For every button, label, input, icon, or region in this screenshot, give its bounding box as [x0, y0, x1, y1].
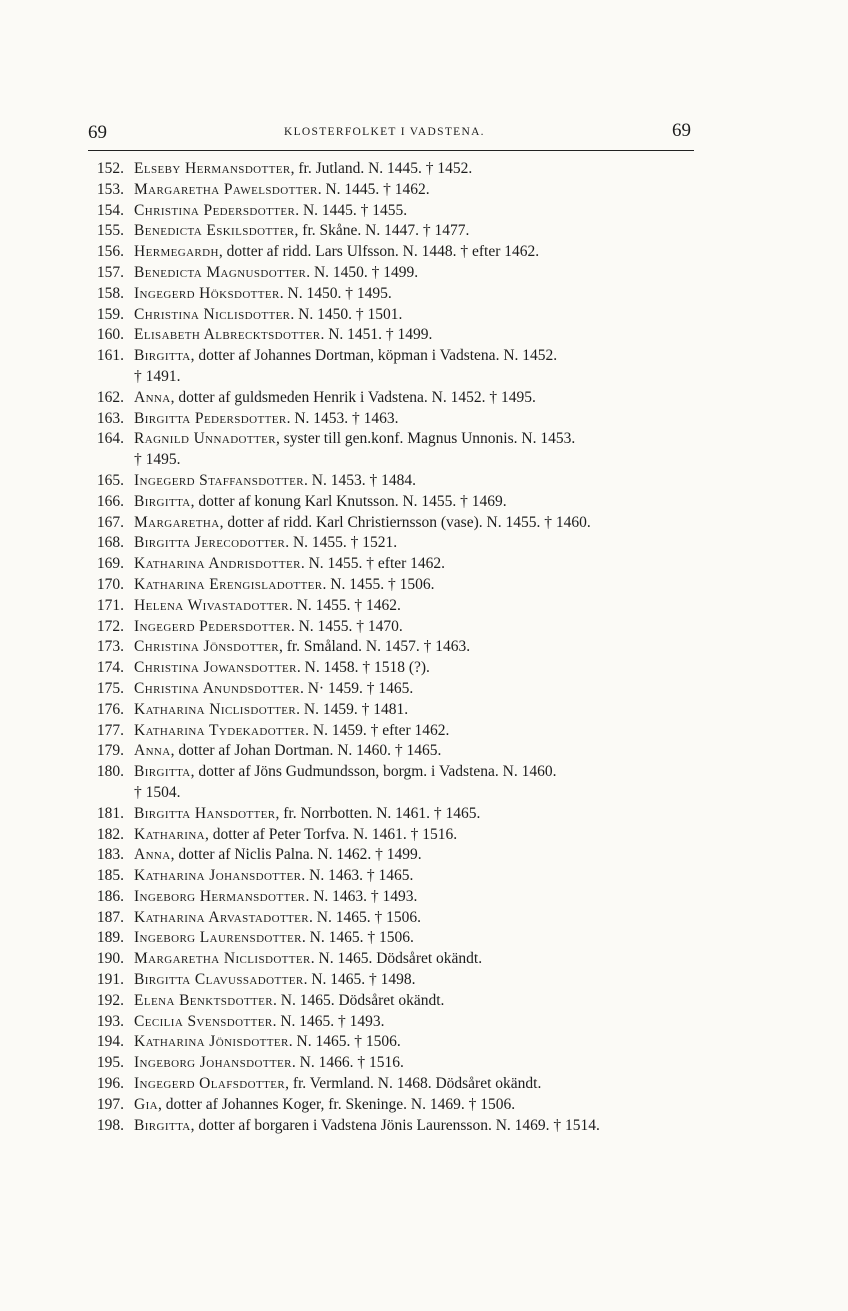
entry-text	[134, 658, 704, 679]
entry-number: 155.	[96, 222, 124, 240]
page-number-right: 69	[672, 120, 691, 141]
entry-name: Christina Niclisdotter	[134, 305, 291, 323]
entry-row	[84, 201, 704, 222]
entry-details: , dotter af Niclis Palna. N. 1462. † 1499.	[170, 846, 422, 864]
entry-name: Ingegerd Staffansdotter	[134, 471, 304, 489]
entry-number: 183.	[96, 846, 124, 864]
entry-name: Christina Jowansdotter	[134, 659, 297, 677]
entry-row	[84, 845, 704, 866]
entry-row	[84, 533, 704, 554]
entry-text	[134, 554, 704, 575]
entry-text	[134, 325, 704, 346]
entry-name: Katharina Arvastadotter	[134, 908, 310, 926]
entry-number: 154.	[96, 201, 124, 219]
entry-number: 190.	[96, 950, 124, 968]
entry-name: Birgitta Clavussadotter	[134, 971, 304, 989]
entry-details: , dotter af Johannes Dortman, köpman i Vadstena. N. 1452.	[190, 347, 558, 365]
entry-row	[84, 409, 704, 430]
entry-name: Christina Pedersdotter	[134, 201, 296, 219]
entry-number: 177.	[96, 721, 124, 739]
entry-details: . N. 1455. † efter 1462.	[300, 555, 446, 573]
entry-row	[84, 1095, 704, 1116]
entry-details: , syster till gen.konf. Magnus Unnonis. N. 1453.	[275, 430, 576, 448]
entry-text	[134, 263, 704, 284]
entry-row	[84, 180, 704, 201]
entry-number: 152.	[96, 160, 124, 177]
entry-name: Birgitta Hansdotter	[134, 804, 276, 822]
entry-number: 170.	[96, 575, 124, 593]
entry-name: Anna	[134, 742, 171, 760]
entry-text	[134, 762, 704, 783]
entry-details: . N. 1459. † 1481.	[296, 700, 409, 718]
entry-details: . N. 1465. Dödsåret okändt.	[273, 991, 445, 1009]
entry-number: 182.	[96, 825, 124, 843]
entry-text	[134, 741, 704, 762]
entry-row	[84, 596, 704, 617]
entry-name: Birgitta	[134, 347, 191, 365]
entry-name: Katharina Jönisdotter	[134, 1033, 289, 1051]
entry-name: Margaretha	[134, 513, 220, 531]
entry-name: Katharina Niclisdotter	[134, 700, 297, 718]
entry-text	[134, 533, 704, 554]
entry-details: , dotter af Peter Torfva. N. 1461. † 1516.	[205, 825, 458, 843]
entry-details: . N. 1450. † 1499.	[306, 263, 419, 281]
entry-row	[84, 1032, 704, 1053]
entry-name: Margaretha Niclisdotter	[134, 950, 311, 968]
entry-details: . N. 1455. † 1470.	[290, 617, 403, 635]
entry-number: 174.	[96, 659, 124, 677]
entry-row	[84, 325, 704, 346]
entry-text	[134, 429, 704, 450]
entry-number: 172.	[96, 617, 124, 635]
entry-name: Birgitta Jerecodotter	[134, 534, 286, 552]
entry-number: 180.	[96, 763, 124, 781]
entry-name: Ingeborg Laurensdotter	[134, 929, 302, 947]
entry-details: , fr. Vermland. N. 1468. Dödsåret okändt.	[285, 1075, 542, 1093]
entry-text	[134, 346, 704, 367]
entry-number: 159.	[96, 305, 124, 323]
page-number-left: 69	[88, 122, 107, 143]
entry-details: . N. 1455. † 1521.	[285, 534, 398, 552]
entry-name: Birgitta	[134, 492, 191, 510]
entry-row	[84, 658, 704, 679]
entry-details: , dotter af ridd. Lars Ulfsson. N. 1448. † efter 1462.	[218, 243, 540, 261]
entry-row	[84, 554, 704, 575]
entry-row	[84, 1116, 704, 1137]
entry-text	[134, 1012, 704, 1033]
entry-text	[134, 721, 704, 742]
entry-details: , fr. Småland. N. 1457. † 1463.	[278, 638, 471, 656]
entry-number: 163.	[96, 409, 124, 427]
entry-text	[134, 804, 704, 825]
entry-name: Anna	[134, 388, 171, 406]
entry-number: 167.	[96, 513, 124, 531]
entry-continuation: † 1504.	[134, 783, 181, 801]
entry-text	[134, 866, 704, 887]
entry-details: . N. 1465. † 1493.	[272, 1012, 385, 1030]
entry-row	[84, 492, 704, 513]
entry-details: . N. 1465. † 1506.	[288, 1033, 401, 1051]
entry-text	[134, 887, 704, 908]
entry-number: 181.	[96, 804, 124, 822]
entry-text	[134, 949, 704, 970]
entry-details: . N. 1453. † 1463.	[286, 409, 399, 427]
entry-name: Benedicta Magnusdotter	[134, 263, 307, 281]
entry-name: Elena Benktsdotter	[134, 991, 274, 1009]
entry-details: . N. 1459. † efter 1462.	[305, 721, 450, 739]
entry-text	[134, 679, 704, 700]
entry-name: Elseby Hermansdotter	[134, 160, 291, 177]
entry-name: Christina Anundsdotter	[134, 679, 300, 697]
entry-text	[134, 388, 704, 409]
entry-text	[134, 471, 704, 492]
entry-row	[84, 908, 704, 929]
entry-row	[84, 617, 704, 638]
entry-text	[134, 991, 704, 1012]
entry-details: , dotter af Jöns Gudmundsson, borgm. i Vadstena. N. 1460.	[190, 763, 557, 781]
entry-details: . N. 1465. † 1498.	[303, 971, 416, 989]
entry-details: . N. 1465. Dödsåret okändt.	[310, 950, 483, 968]
entry-details: . N. 1458. † 1518 (?).	[296, 659, 430, 677]
entry-number: 157.	[96, 263, 124, 281]
entry-row	[84, 284, 704, 305]
entry-row	[84, 679, 704, 700]
entry-row	[84, 429, 704, 450]
entry-text	[134, 617, 704, 638]
entry-number: 156.	[96, 243, 124, 261]
entry-number: 166.	[96, 492, 124, 510]
entry-row	[84, 305, 704, 326]
entry-row	[84, 762, 704, 783]
entry-number: 153.	[96, 180, 124, 198]
entry-details: . N· 1459. † 1465.	[299, 679, 414, 697]
entry-name: Birgitta	[134, 763, 191, 781]
entry-row	[84, 928, 704, 949]
entry-row	[84, 1074, 704, 1095]
entry-details: . N. 1465. † 1506.	[309, 908, 421, 926]
entry-row	[84, 263, 704, 284]
entry-details: , fr. Jutland. N. 1445. † 1452.	[290, 160, 473, 177]
entry-list	[84, 159, 704, 1136]
entry-row	[84, 949, 704, 970]
entry-number: 194.	[96, 1033, 124, 1051]
entry-number: 176.	[96, 700, 124, 718]
entry-text	[134, 1053, 704, 1074]
entry-details: . N. 1455. † 1506.	[322, 575, 435, 593]
entry-row	[84, 866, 704, 887]
entry-number: 196.	[96, 1075, 124, 1093]
entry-details: . N. 1445. † 1462.	[317, 180, 430, 198]
entry-text	[134, 825, 704, 846]
entry-row	[84, 159, 704, 180]
entry-row	[84, 825, 704, 846]
entry-row	[84, 471, 704, 492]
entry-details: . N. 1455. † 1462.	[288, 596, 401, 614]
entry-text	[134, 700, 704, 721]
entry-text	[134, 575, 704, 596]
entry-text	[134, 637, 704, 658]
entry-details: . N. 1463. † 1465.	[301, 867, 414, 885]
entry-name: Katharina Johansdotter	[134, 867, 302, 885]
entry-number: 173.	[96, 638, 124, 656]
entry-details: , dotter af Johannes Koger, fr. Skeninge. N. 1469. † 1506.	[158, 1095, 516, 1113]
entry-details: , dotter af konung Karl Knutsson. N. 1455. † 1469.	[190, 492, 507, 510]
entry-name: Birgitta	[134, 1116, 191, 1134]
entry-details: . N. 1463. † 1493.	[305, 887, 418, 905]
entry-number: 191.	[96, 971, 124, 989]
entry-number: 195.	[96, 1054, 124, 1072]
entry-row	[84, 741, 704, 762]
entry-number: 169.	[96, 555, 124, 573]
entry-continuation: † 1491.	[134, 367, 181, 385]
entry-row	[84, 221, 704, 242]
entry-number: 175.	[96, 679, 124, 697]
entry-number: 162.	[96, 388, 124, 406]
entry-text	[134, 305, 704, 326]
entry-details: , dotter af borgaren i Vadstena Jönis Laurensson. N. 1469. † 1514.	[190, 1116, 600, 1134]
entry-details: , fr. Norrbotten. N. 1461. † 1465.	[275, 804, 481, 822]
entry-row	[84, 388, 704, 409]
entry-row	[84, 575, 704, 596]
entry-details: . N. 1450. † 1501.	[290, 305, 403, 323]
entry-name: Ingeborg Johansdotter	[134, 1054, 292, 1072]
entry-number: 193.	[96, 1012, 124, 1030]
entry-text	[134, 1074, 704, 1095]
entry-row	[84, 991, 704, 1012]
entry-number: 168.	[96, 534, 124, 552]
entry-name: Elisabeth Albrecktsdotter	[134, 326, 321, 344]
entry-name: Christina Jönsdotter	[134, 638, 279, 656]
entry-text	[134, 242, 704, 263]
entry-name: Ingegerd Olafsdotter	[134, 1075, 286, 1093]
running-head: KLOSTERFOLKET I VADSTENA.	[284, 126, 485, 138]
entry-number: 165.	[96, 471, 124, 489]
entry-text	[134, 409, 704, 430]
entry-number: 185.	[96, 867, 124, 885]
entry-name: Gia	[134, 1095, 159, 1113]
entry-name: Ingeborg Hermansdotter	[134, 887, 306, 905]
entry-text	[134, 284, 704, 305]
entry-details: , dotter af ridd. Karl Christiernsson (vase). N. 1455. † 1460.	[219, 513, 591, 531]
entry-name: Ingegerd Pedersdotter	[134, 617, 291, 635]
entry-number: 192.	[96, 991, 124, 1009]
entry-row	[84, 804, 704, 825]
entry-text	[134, 970, 704, 991]
entry-text	[134, 1032, 704, 1053]
entry-row	[84, 721, 704, 742]
entry-text	[134, 513, 704, 534]
entry-number: 164.	[96, 430, 124, 448]
entry-details: . N. 1466. † 1516.	[291, 1054, 404, 1072]
entry-text	[134, 1116, 704, 1137]
entry-number: 171.	[96, 596, 124, 614]
entry-name: Hermegardh	[134, 243, 219, 261]
entry-row	[84, 1053, 704, 1074]
entry-name: Katharina Tydekadotter	[134, 721, 306, 739]
entry-details: , dotter af guldsmeden Henrik i Vadstena. N. 1452. † 1495.	[170, 388, 536, 406]
entry-text	[134, 221, 704, 242]
entry-number: 197.	[96, 1095, 124, 1113]
entry-text	[134, 159, 704, 180]
entry-number: 161.	[96, 347, 124, 365]
entry-text	[134, 928, 704, 949]
entry-number: 186.	[96, 887, 124, 905]
entry-number: 158.	[96, 284, 124, 302]
entry-row	[84, 970, 704, 991]
entry-name: Helena Wivastadotter	[134, 596, 289, 614]
entry-text	[134, 596, 704, 617]
entry-continuation: † 1495.	[134, 451, 181, 469]
entry-details: . N. 1453. † 1484.	[304, 471, 416, 489]
entry-row	[84, 637, 704, 658]
header-rule	[88, 150, 694, 151]
entry-number: 160.	[96, 326, 124, 344]
entry-details: , dotter af Johan Dortman. N. 1460. † 1465.	[170, 742, 442, 760]
entry-details: . N. 1445. † 1455.	[295, 201, 408, 219]
entry-text	[134, 492, 704, 513]
entry-name: Katharina Erengisladotter	[134, 575, 323, 593]
entry-text	[134, 845, 704, 866]
entry-text	[134, 1095, 704, 1116]
entry-text	[134, 180, 704, 201]
entry-text	[134, 201, 704, 222]
entry-details: . N. 1450. † 1495.	[279, 284, 392, 302]
entry-number: 187.	[96, 908, 124, 926]
entry-row	[84, 700, 704, 721]
entry-details: . N. 1465. † 1506.	[301, 929, 414, 947]
entry-name: Katharina	[134, 825, 206, 843]
entry-name: Anna	[134, 846, 171, 864]
entry-details: , fr. Skåne. N. 1447. † 1477.	[294, 222, 470, 240]
entry-name: Birgitta Pedersdotter	[134, 409, 287, 427]
entry-name: Margaretha Pawelsdotter	[134, 180, 318, 198]
entry-number: 198.	[96, 1116, 124, 1134]
entry-number: 189.	[96, 929, 124, 947]
entry-text	[134, 908, 704, 929]
entry-row	[84, 1012, 704, 1033]
entry-details: . N. 1451. † 1499.	[320, 326, 433, 344]
entry-row	[84, 887, 704, 908]
entry-number: 179.	[96, 742, 124, 760]
entry-name: Benedicta Eskilsdotter	[134, 222, 295, 240]
entry-row	[84, 242, 704, 263]
entry-row	[84, 513, 704, 534]
entry-name: Cecilia Svensdotter	[134, 1012, 273, 1030]
entry-name: Katharina Andrisdotter	[134, 555, 301, 573]
entry-row	[84, 346, 704, 367]
entry-name: Ingegerd Höksdotter	[134, 284, 280, 302]
entry-name: Ragnild Unnadotter	[134, 430, 276, 448]
